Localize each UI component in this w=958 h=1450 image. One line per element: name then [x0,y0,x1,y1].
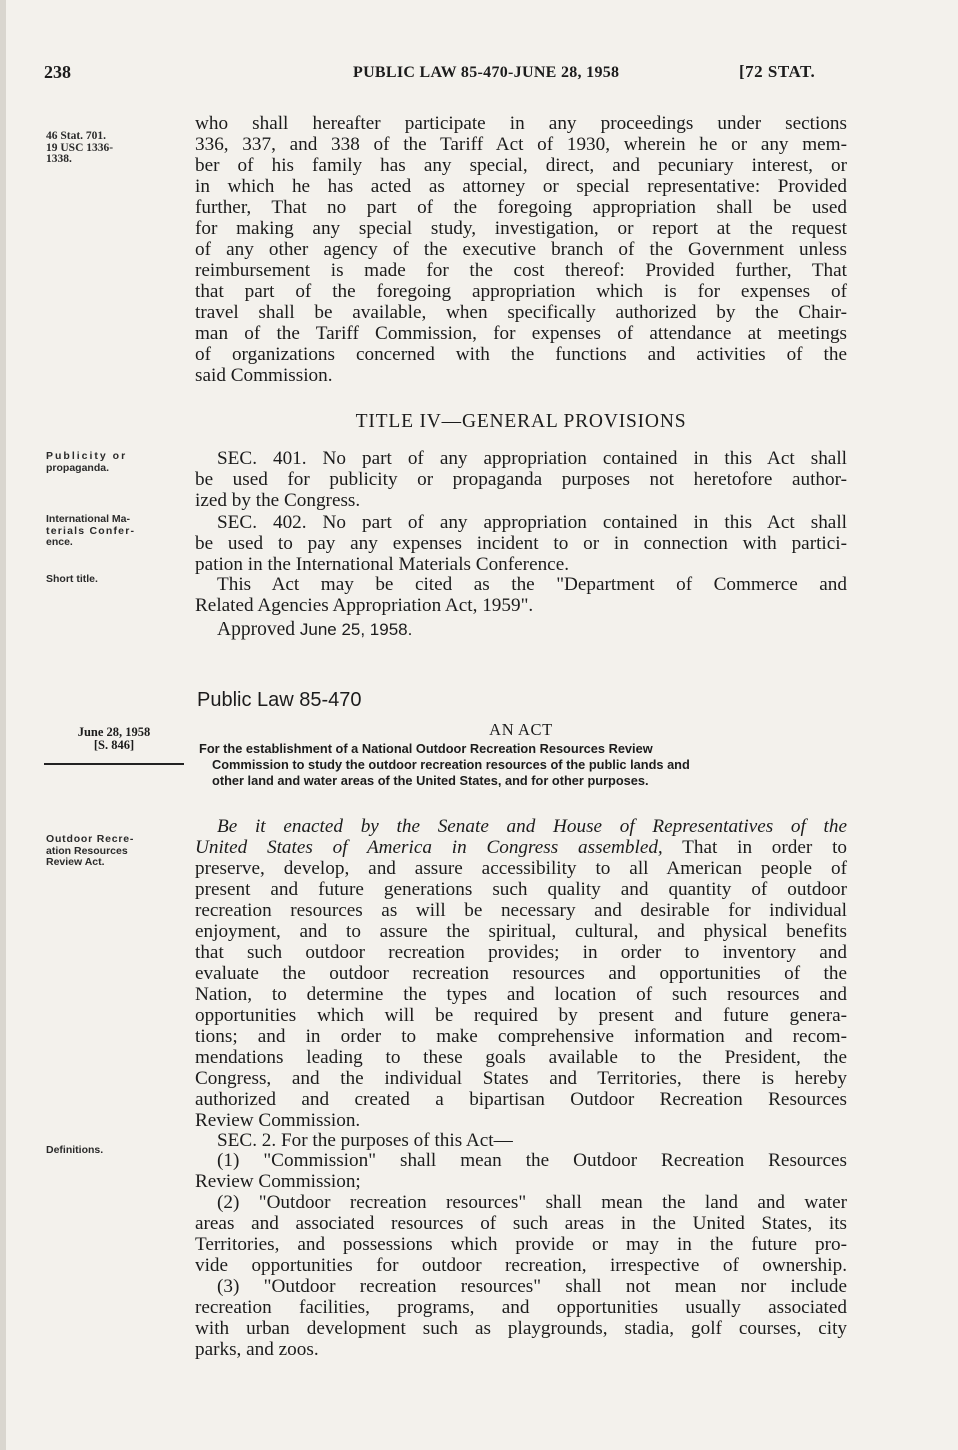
margin-note-publicity: Publicity or propaganda. [46,450,128,474]
page-edge [0,0,6,1450]
margin-note-materials: International Ma- terials Confer- ence. [46,513,136,548]
margin-note-date: June 28, 1958 [S. 846] [77,725,151,752]
page-header [0,62,958,92]
approved-line [217,619,412,641]
margin-note-citation: 46 Stat. 701. 19 USC 1336- 1338. [46,130,114,165]
page-number: 238 [44,62,71,82]
approved-date: June 25, 1958. [299,620,413,639]
margin-rule [44,763,184,765]
margin-note-review-act: Outdoor Recre- ation Resources Review Act. [46,833,135,868]
running-head: PUBLIC LAW 85-470-JUNE 28, 1958 [353,64,620,81]
title-iv-heading: TITLE IV—GENERAL PROVISIONS [355,411,687,432]
statute-reference: [72 STAT. [739,62,816,81]
margin-note-short-title: Short title. [46,573,98,585]
margin-note-definitions: Definitions. [46,1144,104,1156]
an-act-heading: AN ACT [489,720,553,739]
public-law-heading: Public Law 85-470 [197,689,362,711]
approved-label: Approved [217,619,295,640]
